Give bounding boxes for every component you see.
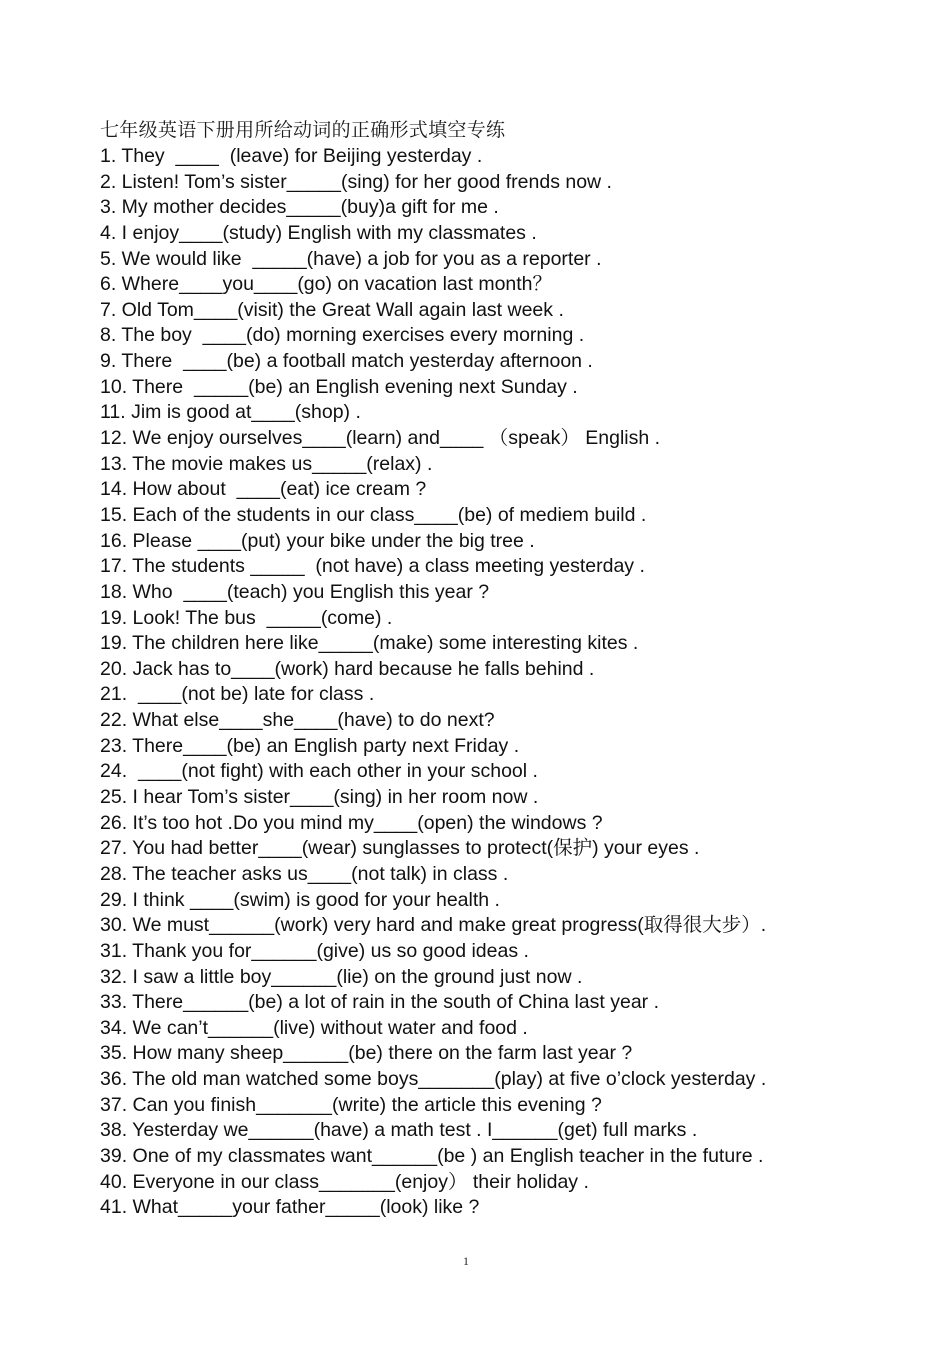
question-item: 25. I hear Tom’s sister____(sing) in her room now . [100,786,539,809]
question-item: 41. What_____your father_____(look) like ? [100,1196,480,1219]
question-item: 2. Listen! Tom’s sister_____(sing) for her good frends now . [100,170,612,193]
question-item: 10. There _____(be) an English evening next Sunday . [100,375,578,398]
question-item: 17. The students _____ (not have) a class meeting yesterday . [100,555,645,578]
question-item: 39. One of my classmates want______(be ) an English teacher in the future . [100,1144,764,1167]
question-item: 30. We must______(work) very hard and make great progress(取得很大步）. [100,914,767,937]
question-item: 21. ____(not be) late for class . [100,683,375,706]
question-item: 24. ____(not fight) with each other in your school . [100,760,538,783]
question-list [100,144,920,1221]
question-item: 34. We can’t______(live) without water and food . [100,1016,528,1039]
question-item: 31. Thank you for______(give) us so good ideas . [100,939,529,962]
question-item: 16. Please ____(put) your bike under the big tree . [100,529,535,552]
question-item: 15. Each of the students in our class____(be) of mediem build . [100,503,647,526]
question-item: 9. There ____(be) a football match yesterday afternoon . [100,350,593,373]
question-item: 29. I think ____(swim) is good for your health . [100,888,500,911]
question-item: 32. I saw a little boy______(lie) on the ground just now . [100,965,583,988]
question-item: 26. It’s too hot .Do you mind my____(open) the windows ? [100,811,603,834]
question-item: 40. Everyone in our class_______(enjoy） their holiday . [100,1170,589,1193]
question-item: 14. How about ____(eat) ice cream ? [100,478,427,501]
question-item: 4. I enjoy____(study) English with my classmates . [100,221,537,244]
question-item: 13. The movie makes us_____(relax) . [100,452,433,475]
question-item: 23. There____(be) an English party next Friday . [100,734,520,757]
question-item: 7. Old Tom____(visit) the Great Wall again last week . [100,298,564,321]
question-item: 27. You had better____(wear) sunglasses to protect(保护) your eyes . [100,837,700,860]
question-item: 35. How many sheep______(be) there on the farm last year ? [100,1042,633,1065]
question-item: 6. Where____you____(go) on vacation last month？ [100,273,553,296]
question-item: 38. Yesterday we______(have) a math test . I______(get) full marks . [100,1119,698,1142]
question-item: 18. Who ____(teach) you English this year ? [100,580,490,603]
question-item: 12. We enjoy ourselves____(learn) and____ （speak） English . [100,427,661,450]
question-item: 11. Jim is good at____(shop) . [100,401,361,424]
question-item: 5. We would like _____(have) a job for you as a reporter . [100,247,602,270]
question-item: 8. The boy ____(do) morning exercises every morning . [100,324,585,347]
page-number: 1 [463,1254,469,1268]
question-item: 19. Look! The bus _____(come) . [100,606,393,629]
question-item: 37. Can you finish_______(write) the article this evening ? [100,1093,602,1116]
question-item: 20. Jack has to____(work) hard because he falls behind . [100,657,595,680]
question-item: 22. What else____she____(have) to do next? [100,709,495,732]
question-item: 1. They ____ (leave) for Beijing yesterday . [100,145,483,167]
document-title: 七年级英语下册用所给动词的正确形式填空专练 [100,119,506,141]
question-item: 3. My mother decides_____(buy)a gift for me . [100,196,499,219]
question-item: 19. The children here like_____(make) some interesting kites . [100,632,639,655]
question-item: 33. There______(be) a lot of rain in the south of China last year . [100,991,659,1014]
question-item: 36. The old man watched some boys_______(play) at five o’clock yesterday . [100,1068,767,1091]
question-item: 28. The teacher asks us____(not talk) in class . [100,862,509,885]
